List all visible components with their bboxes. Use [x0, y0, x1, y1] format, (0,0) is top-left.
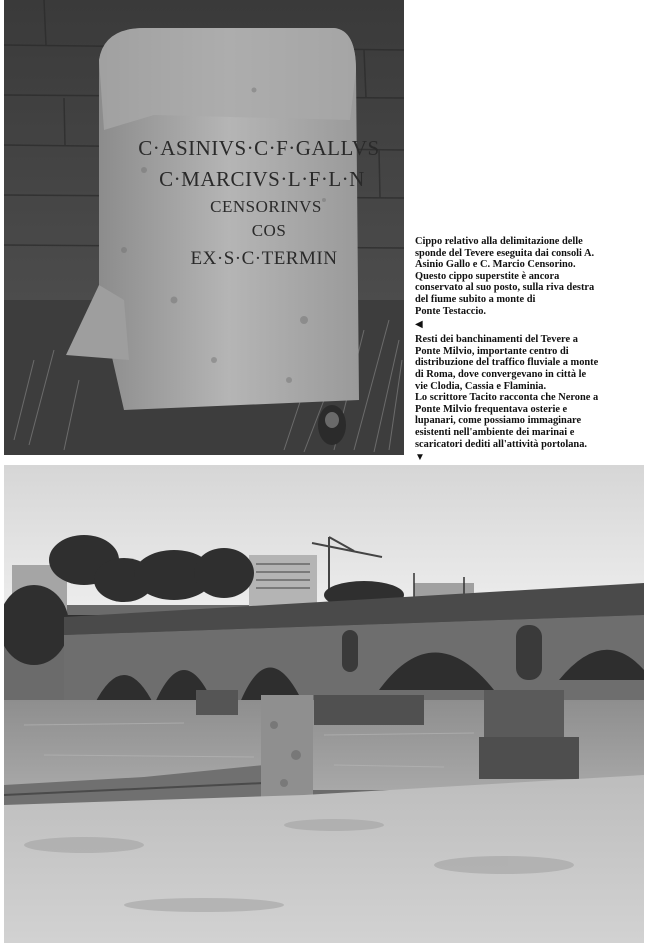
inscription-line: CENSORINVS: [210, 197, 322, 216]
inscription-line: EX·S·C·TERMIN: [190, 248, 338, 269]
left-arrow-icon: ◀: [415, 319, 423, 331]
caption-line: di Roma, dove convergevano in città le: [415, 368, 587, 380]
caption-line: lupanari, come possiamo immaginare: [415, 415, 582, 427]
caption-line: scaricatori dediti all'attività portolana.: [415, 438, 587, 450]
bridge-caption: [415, 334, 615, 464]
captions: [415, 236, 615, 467]
caption-line: Ponte Milvio frequentava osterie e: [415, 403, 568, 415]
caption-line: vie Clodia, Cassia e Flaminia.: [415, 380, 547, 392]
cippus-caption: [415, 236, 615, 331]
caption-line: Resti dei banchinamenti del Tevere a: [415, 334, 578, 346]
caption-line: Ponte Testaccio.: [415, 305, 486, 317]
caption-line: del fiume subito a monte di: [415, 293, 536, 305]
inscription-line: C·ASINIVS·C·F·GALLVS: [138, 136, 380, 160]
caption-line: esistenti nell'ambiente dei marinai e: [415, 426, 575, 438]
caption-line: distribuzione del traffico fluviale a monte: [415, 357, 599, 369]
caption-line: Ponte Milvio, importante centro di: [415, 345, 569, 357]
cippus-photo: [4, 0, 404, 455]
bridge-photo: [4, 465, 644, 943]
caption-line: Cippo relativo alla delimitazione delle: [415, 236, 583, 247]
inscription-line: COS: [251, 221, 287, 240]
caption-line: Questo cippo superstite è ancora: [415, 270, 560, 282]
caption-line: conservato al suo posto, sulla riva destra: [415, 282, 595, 294]
caption-line: sponde del Tevere eseguita dai consoli A.: [415, 247, 595, 259]
down-arrow-icon: ▼: [415, 452, 425, 464]
caption-line: Lo scrittore Tacito racconta che Nerone a: [415, 392, 599, 404]
caption-line: Asinio Gallo e C. Marcio Censorino.: [415, 259, 576, 271]
inscription-line: C·MARCIVS·L·F·L·N: [159, 167, 365, 191]
